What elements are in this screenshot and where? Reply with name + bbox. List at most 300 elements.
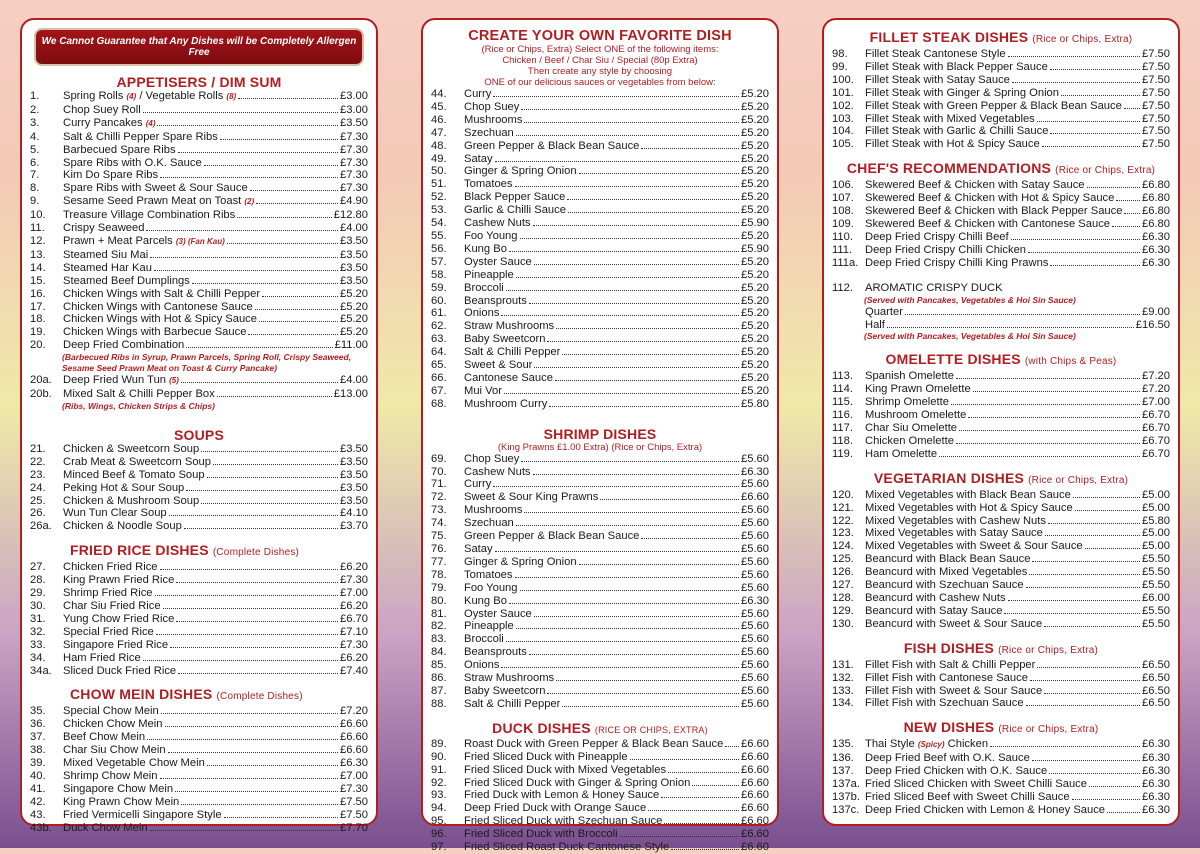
item-number: 58. — [431, 268, 447, 281]
item-name: Yung Chow Fried Rice — [63, 612, 175, 625]
item-number: 96. — [431, 828, 447, 841]
item-number: 80. — [431, 594, 447, 607]
item-name: Chicken Wings with Barbecue Sauce — [63, 326, 247, 339]
dot-leader — [973, 390, 1140, 392]
item-name: Roast Duck with Green Pepper & Black Bean Sauce — [464, 737, 724, 750]
dot-leader — [555, 379, 739, 381]
dot-leader — [664, 822, 739, 824]
dot-leader — [534, 615, 739, 617]
menu-item — [832, 618, 1170, 631]
item-price: £5.60 — [741, 581, 769, 594]
item-price: £4.90 — [340, 195, 368, 208]
dot-leader — [1008, 599, 1140, 601]
menu-item — [431, 88, 769, 101]
item-price: £5.20 — [340, 313, 368, 326]
dot-leader — [493, 485, 739, 487]
menu-item — [431, 764, 769, 777]
menu-item — [431, 191, 769, 204]
item-price: £5.20 — [741, 359, 769, 372]
appetisers-list-2 — [30, 374, 368, 401]
dot-leader — [562, 705, 739, 707]
menu-item — [431, 230, 769, 243]
dot-leader — [1037, 120, 1140, 122]
item-price: £6.70 — [1142, 409, 1170, 422]
item-number: 111a. — [832, 256, 859, 269]
item-price: £6.60 — [741, 737, 769, 750]
item-number: 137. — [832, 765, 854, 778]
item-number: 111. — [832, 243, 853, 256]
menu-item — [30, 822, 368, 835]
item-number: 9. — [30, 195, 40, 208]
item-number: 123. — [832, 527, 854, 540]
chef-title-text: CHEF'S RECOMMENDATIONS — [846, 160, 1052, 177]
dot-leader — [201, 502, 338, 504]
menu-item — [832, 113, 1170, 126]
item-price: £6.60 — [741, 789, 769, 802]
item-price: £5.60 — [741, 530, 769, 543]
menu-item — [832, 527, 1170, 540]
item-price: £6.30 — [1142, 765, 1170, 778]
item-number: 26. — [30, 507, 46, 520]
item-name: Oyster Sauce — [464, 255, 532, 268]
duck-list — [431, 738, 769, 854]
dot-leader — [579, 563, 739, 565]
combination-note: (Barbecued Ribs in Syrup, Prawn Parcels, Spring Roll, Crispy Seaweed, Sesame Seed Prawn Meat on Toast & Curry Pancake) — [62, 352, 352, 374]
item-name: Straw Mushrooms — [464, 672, 555, 685]
item-name: Cashew Nuts — [464, 465, 531, 478]
item-number: 33. — [30, 638, 46, 651]
menu-item — [431, 320, 769, 333]
item-price: £7.00 — [1142, 396, 1170, 409]
item-name: Salt & Chilli Pepper Spare Ribs — [63, 130, 218, 143]
item-name: Fried Sliced Duck with Szechuan Sauce — [464, 815, 663, 828]
veg-note: (Rice or Chips, Extra) — [1028, 474, 1129, 486]
dot-leader — [493, 95, 739, 97]
item-name: Sweet & Sour — [464, 359, 533, 372]
item-name: Char Siu Omelette — [865, 422, 958, 435]
menu-item — [30, 326, 368, 339]
dot-leader — [213, 463, 338, 465]
menu-panel-right — [822, 18, 1180, 826]
menu-item — [30, 249, 368, 262]
dot-leader — [567, 198, 739, 200]
item-number: 119. — [832, 447, 853, 460]
item-name: Steamed Har Kau — [63, 261, 152, 274]
item-price: £6.70 — [1142, 447, 1170, 460]
dot-leader — [157, 124, 338, 126]
veg-list — [832, 489, 1170, 631]
item-name: Fillet Steak with Satay Sauce — [865, 73, 1010, 86]
menu-item — [30, 195, 368, 209]
item-number: 85. — [431, 659, 447, 672]
dot-leader — [1089, 785, 1140, 787]
dot-leader — [520, 237, 739, 239]
dot-leader — [990, 745, 1140, 747]
item-name: Tomatoes — [464, 178, 513, 191]
item-name: Beef Chow Mein — [63, 731, 146, 744]
item-price: £5.80 — [741, 397, 769, 410]
item-number: 89. — [431, 737, 447, 750]
item-price: £6.30 — [1142, 778, 1170, 791]
item-price: £5.20 — [741, 178, 769, 191]
dot-leader — [163, 607, 338, 609]
item-number: 5. — [30, 143, 40, 156]
item-name: Spare Ribs with O.K. Sauce — [63, 156, 202, 169]
dot-leader — [186, 346, 332, 348]
dot-leader — [887, 326, 1134, 328]
item-name: Beansprouts — [464, 294, 527, 307]
item-number: 121. — [832, 501, 854, 514]
duck-note: (RICE OR CHIPS, EXTRA) — [594, 724, 708, 735]
item-price: £6.30 — [1142, 752, 1170, 765]
item-price: £4.00 — [340, 374, 368, 387]
menu-item — [431, 295, 769, 308]
item-name: King Prawn Chow Mein — [63, 795, 180, 808]
item-number: 107. — [832, 192, 854, 205]
item-name: Fried Sliced Duck with Broccoli — [464, 828, 618, 841]
menu-item — [832, 579, 1170, 592]
menu-item — [431, 127, 769, 140]
item-name: Ham Omelette — [865, 447, 938, 460]
menu-item — [30, 144, 368, 157]
item-price: £5.50 — [1142, 579, 1170, 592]
item-price: £5.00 — [1142, 540, 1170, 553]
dot-leader — [516, 134, 739, 136]
dot-leader — [160, 176, 338, 178]
menu-item — [832, 605, 1170, 618]
dot-leader — [1075, 509, 1140, 511]
menu-item — [832, 804, 1170, 817]
item-name: Fillet Fish with Salt & Chilli Pepper — [865, 658, 1036, 671]
fried-rice-list — [30, 561, 368, 677]
item-price: £7.30 — [340, 169, 368, 182]
item-price: £6.80 — [1142, 192, 1170, 205]
item-name: Kim Do Spare Ribs — [63, 169, 159, 182]
dot-leader — [524, 121, 739, 123]
menu-item — [30, 117, 368, 131]
menu-item — [431, 738, 769, 751]
item-price: £5.60 — [741, 646, 769, 659]
item-name: Special Fried Rice — [63, 625, 154, 638]
item-name: Deep Fried Duck with Orange Sauce — [464, 802, 647, 815]
section-title-chow-mein — [30, 686, 368, 705]
item-price: £3.70 — [340, 520, 368, 533]
dot-leader — [495, 160, 739, 162]
section-title-fillet — [832, 29, 1170, 48]
item-name: Treasure Village Combination Ribs — [63, 209, 236, 222]
item-number: 72. — [431, 491, 447, 504]
dot-leader — [1037, 666, 1140, 668]
dot-leader — [495, 550, 739, 552]
fillet-note: (Rice or Chips, Extra) — [1032, 34, 1133, 45]
menu-item — [30, 600, 368, 613]
fried-rice-title-text: FRIED RICE DISHES — [70, 542, 209, 559]
item-name: Broccoli — [464, 633, 504, 646]
dot-leader — [248, 333, 338, 335]
item-name: Ginger & Spring Onion — [464, 555, 577, 568]
item-price: £3.50 — [340, 442, 368, 455]
item-price: £6.20 — [340, 651, 368, 664]
dot-leader — [169, 514, 338, 516]
item-number: 42. — [30, 795, 46, 808]
item-number: 101. — [832, 86, 854, 99]
item-price: £11.00 — [334, 339, 368, 352]
dot-leader — [237, 216, 332, 218]
item-number: 56. — [431, 242, 447, 255]
dot-leader — [661, 796, 739, 798]
item-price: £7.50 — [340, 795, 368, 808]
dot-leader — [1107, 811, 1140, 813]
item-name: Chicken & Sweetcorn Soup — [63, 442, 200, 455]
dot-leader — [549, 405, 739, 407]
dot-leader — [143, 659, 338, 661]
item-price: £5.20 — [741, 346, 769, 359]
menu-item — [30, 339, 368, 352]
item-number: 132. — [832, 671, 854, 684]
dot-leader — [256, 202, 338, 204]
item-name: Onions — [464, 659, 500, 672]
dot-leader — [1004, 612, 1140, 614]
menu-item — [30, 288, 368, 301]
item-number: 1. — [30, 90, 40, 102]
menu-item — [431, 595, 769, 608]
item-name: Mixed Vegetables with Cashew Nuts — [865, 514, 1046, 527]
item-tag: (4) — [126, 92, 137, 101]
chow-mein-note: (Complete Dishes) — [216, 691, 303, 703]
item-number: 20b. — [30, 388, 52, 401]
item-name: Deep Fried Chicken with Lemon & Honey Sauce — [865, 803, 1106, 816]
menu-item — [832, 489, 1170, 502]
item-name: Mixed Vegetables with Sweet & Sour Sauce — [865, 540, 1083, 553]
item-price: £5.20 — [741, 152, 769, 165]
item-price: £7.30 — [340, 156, 368, 169]
item-name: Char Siu Chow Mein — [63, 744, 166, 757]
menu-item — [832, 383, 1170, 396]
item-name: Crispy Seaweed — [63, 222, 145, 235]
item-number: 137c. — [832, 803, 860, 816]
menu-item — [431, 517, 769, 530]
item-name: Mushrooms — [464, 504, 523, 517]
dot-leader — [1061, 94, 1140, 96]
menu-item — [431, 243, 769, 256]
item-number: 3. — [30, 116, 40, 129]
menu-item — [832, 659, 1170, 672]
item-number: 63. — [431, 333, 447, 346]
dot-leader — [1012, 81, 1140, 83]
item-name: Baby Sweetcorn — [464, 684, 546, 697]
aromatic-duck-note: (Served with Pancakes, Vegetables & Hoi Sin Sauce) — [864, 294, 1076, 305]
item-number: 69. — [431, 452, 447, 465]
menu-item — [431, 453, 769, 466]
item-name: Baby Sweetcorn — [464, 333, 546, 346]
item-price: £6.30 — [1142, 738, 1170, 751]
item-name: Straw Mushrooms — [464, 320, 555, 333]
item-name: Mixed Salt & Chilli Pepper Box — [63, 388, 215, 401]
dot-leader — [207, 476, 338, 478]
item-price: £12.80 — [333, 209, 368, 222]
item-price: £4.10 — [340, 507, 368, 520]
dot-leader — [1030, 679, 1140, 681]
menu-item — [832, 697, 1170, 710]
item-number: 49. — [431, 152, 447, 165]
item-price: £7.50 — [1142, 99, 1170, 112]
item-name: Foo Young — [464, 581, 518, 594]
menu-item — [30, 613, 368, 626]
item-number: 26a. — [30, 520, 52, 533]
item-name: Spanish Omelette — [865, 370, 954, 383]
dot-leader — [959, 429, 1140, 431]
item-number: 15. — [30, 274, 46, 287]
menu-item — [30, 705, 368, 718]
item-name: Fried Sliced Duck with Pineapple — [464, 750, 628, 763]
dot-leader — [176, 581, 338, 583]
item-number: 62. — [431, 320, 447, 333]
item-number: 100. — [832, 73, 854, 86]
item-name: Beancurd with Sweet & Sour Sauce — [865, 617, 1043, 630]
dot-leader — [1072, 798, 1140, 800]
menu-item — [832, 409, 1170, 422]
item-tag: (2) — [244, 197, 255, 207]
item-name: Foo Young — [464, 229, 518, 242]
item-price: £7.20 — [1142, 383, 1170, 396]
item-number: 51. — [431, 178, 447, 191]
item-price: £7.50 — [1142, 112, 1170, 125]
menu-item — [30, 313, 368, 326]
item-name: Chop Suey — [464, 452, 520, 465]
dot-leader — [147, 738, 338, 740]
dot-leader — [156, 633, 338, 635]
item-number: 4. — [30, 130, 40, 143]
item-number: 38. — [30, 744, 46, 757]
item-number: 39. — [30, 757, 46, 770]
menu-item — [431, 504, 769, 517]
new-list — [832, 738, 1170, 816]
menu-item — [431, 153, 769, 166]
menu-item — [832, 74, 1170, 87]
item-number: 2. — [30, 103, 40, 116]
item-name: Fried Sliced Duck with Mixed Vegetables — [464, 763, 667, 776]
dot-leader — [501, 314, 739, 316]
menu-item — [30, 718, 368, 731]
item-price: £3.00 — [340, 90, 368, 102]
item-price: £6.30 — [1142, 256, 1170, 269]
item-price: £6.70 — [340, 612, 368, 625]
menu-item — [30, 520, 368, 533]
item-number: 46. — [431, 113, 447, 126]
item-number: 125. — [832, 553, 854, 566]
item-name: Green Pepper & Black Bean Sauce — [464, 139, 640, 152]
item-number: 41. — [30, 782, 46, 795]
menu-item — [431, 178, 769, 191]
item-price: £7.10 — [340, 625, 368, 638]
item-name: Wun Tun Clear Soup — [63, 507, 167, 520]
menu-item — [832, 125, 1170, 138]
item-price: £5.20 — [741, 100, 769, 113]
item-number: 36. — [30, 718, 46, 731]
menu-item — [832, 61, 1170, 74]
item-number: 30. — [30, 600, 46, 612]
item-price: £3.00 — [340, 103, 368, 116]
menu-item — [30, 587, 368, 600]
item-name: Chicken Omelette — [865, 434, 954, 447]
dot-leader — [178, 672, 338, 674]
item-number: 124. — [832, 540, 854, 553]
section-title-appetisers: APPETISERS / DIM SUM — [116, 74, 282, 90]
item-number: 137b. — [832, 790, 860, 803]
item-name: Chop Suey Roll — [63, 103, 141, 116]
menu-item — [832, 738, 1170, 752]
item-price: £5.60 — [741, 684, 769, 697]
item-number: 32. — [30, 625, 46, 638]
item-name: Half — [865, 318, 885, 331]
dot-leader — [150, 829, 338, 831]
dot-leader — [1026, 586, 1140, 588]
dot-leader — [155, 594, 338, 596]
menu-item — [431, 346, 769, 359]
item-name: Salt & Chilli Pepper — [464, 346, 561, 359]
dot-leader — [939, 455, 1140, 457]
item-price: £5.20 — [741, 294, 769, 307]
item-price: £5.20 — [741, 268, 769, 281]
duck-title-text: DUCK DISHES — [492, 719, 591, 736]
item-name: Singapore Fried Rice — [63, 638, 169, 651]
menu-item — [431, 582, 769, 595]
item-number: 60. — [431, 294, 447, 307]
aromatic-duck-heading — [832, 282, 1170, 295]
dot-leader — [160, 568, 338, 570]
item-name: Mixed Vegetables with Black Bean Sauce — [865, 488, 1071, 501]
menu-item — [431, 556, 769, 569]
menu-item — [431, 398, 769, 411]
menu-item — [431, 307, 769, 320]
dot-leader — [165, 725, 339, 727]
item-name: Fried Sliced Chicken with Sweet Chilli Sauce — [865, 778, 1087, 791]
item-name: Mui Vor — [464, 384, 502, 397]
item-price: £13.00 — [333, 388, 368, 401]
menu-item — [431, 478, 769, 491]
item-name: Oyster Sauce — [464, 607, 532, 620]
item-name: Mushroom Curry — [464, 397, 548, 410]
item-price: £5.20 — [340, 326, 368, 339]
item-name: Chicken & Noodle Soup — [63, 520, 182, 533]
item-number: 137a. — [832, 778, 860, 791]
dot-leader — [1032, 560, 1140, 562]
item-price: £3.50 — [340, 234, 368, 247]
dot-leader — [529, 653, 739, 655]
item-price: £5.60 — [741, 543, 769, 555]
dot-leader — [725, 745, 739, 747]
item-name: Cashew Nuts — [464, 217, 531, 230]
item-name: Fillet Fish with Sweet & Sour Sauce — [865, 684, 1043, 697]
item-price: £7.00 — [340, 587, 368, 600]
section-title-fish — [832, 640, 1170, 659]
dot-leader — [671, 848, 739, 850]
dot-leader — [1029, 573, 1140, 575]
item-price: £6.70 — [1142, 434, 1170, 447]
item-number: 34a. — [30, 664, 52, 677]
menu-item — [30, 796, 368, 809]
item-price: £7.20 — [1142, 370, 1170, 383]
item-name: Salt & Chilli Pepper — [464, 697, 561, 710]
item-name: Chicken Wings with Salt & Chilli Pepper — [63, 287, 261, 300]
item-price: £7.30 — [340, 143, 368, 156]
menu-item — [832, 672, 1170, 685]
dot-leader — [262, 295, 338, 297]
dot-leader — [516, 276, 739, 278]
item-name: Satay — [464, 543, 493, 555]
item-name: Deep Fried Chicken with O.K. Sauce — [865, 765, 1048, 778]
section-title-omelette — [832, 351, 1170, 370]
